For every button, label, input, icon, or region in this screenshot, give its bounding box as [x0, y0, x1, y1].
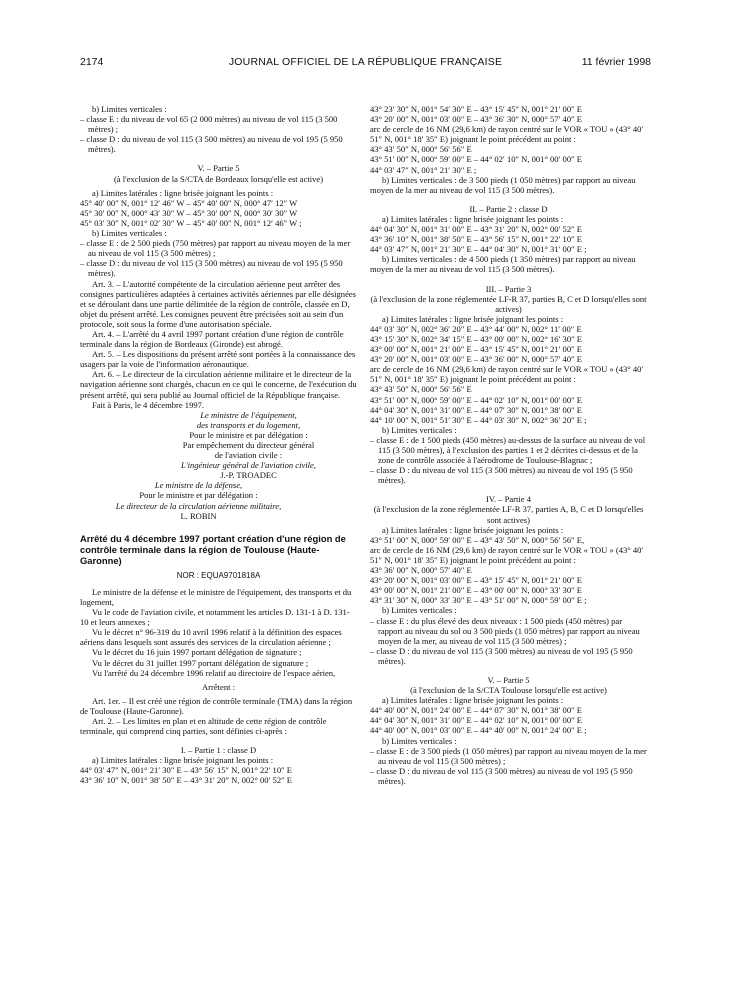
vertical-limits-heading: b) Limites verticales :	[382, 605, 457, 616]
coordinate-line: 43° 43′ 50″ N, 000° 56′ 56″ E	[370, 144, 472, 155]
coordinate-line: 44° 40′ 00″ N, 001° 03′ 00″ E – 44° 40′ 00″ N, 001° 24′ 00″ E ;	[370, 725, 587, 736]
publication-date: 11 février 1998	[581, 56, 651, 68]
article-4: Art. 4. – L'arrêté du 4 avril 1997 portant création d'une région de contrôle terminale dans la région de Bordeaux (Gironde) est abrogé.	[80, 328, 344, 350]
part-4-exclusion: (à l'exclusion de la zone réglementée LF-R 37, parties A, B, C et D lorsqu'elles sont actives)	[373, 504, 644, 525]
preamble: Vu le décret n° 96-319 du 10 avril 1996 relatif à la définition des espaces aériens dans lesquels sont assurés des services de la circulation aérienne ;	[80, 627, 342, 648]
class-d-limit: – classe D : du niveau de vol 115 (3 500 mètres) au niveau de vol 195 (5 950 mètres).	[80, 258, 343, 279]
signature-line: Pour le ministre et par délégation :	[189, 429, 308, 440]
vertical-limits-heading: b) Limites verticales :	[382, 735, 457, 746]
coordinate-line: 43° 43′ 50″ N, 000° 56′ 56″ E	[370, 384, 472, 395]
coordinate-line: 44° 04′ 30″ N, 001° 31′ 00″ E – 44° 02′ 10″ N, 001° 00′ 00″ E	[370, 715, 583, 726]
coordinate-line: 44° 10′ 00″ N, 001° 51′ 30″ E – 44° 03′ 30″ N, 002° 36′ 20″ E ;	[370, 414, 587, 425]
coordinate-line: 44° 03′ 47″ N, 001° 21′ 30″ E – 43° 56′ 15″ N, 001° 22′ 10″ E	[80, 765, 293, 776]
class-d-limit: – classe D : du niveau de vol 115 (3 500 mètres) au niveau de vol 195 (5 950 mètres).	[80, 134, 343, 155]
signature-line: des transports et du logement,	[196, 419, 301, 430]
signature-block-equipment	[140, 410, 357, 481]
coordinate-line: 43° 20′ 00″ N, 001° 03′ 00″ E – 43° 36′ 30″ N, 000° 57′ 40″ E	[370, 114, 583, 125]
arc-description: arc de cercle de 16 NM (29,6 km) de rayon centré sur le VOR « TOU » (43° 40′ 51″ N, 001° 18′ 35″ E) joignant le point précédent au point :	[370, 364, 644, 385]
signatory-name: L. ROBIN	[180, 510, 217, 521]
preamble: Vu le code de l'aviation civile, et notamment les articles D. 131-1 à D. 131-10 et leurs annexes ;	[80, 607, 350, 628]
class-e-limit: – classe E : du niveau de vol 65 (2 000 mètres) au niveau de vol 115 (3 500 mètres) ;	[80, 114, 338, 135]
coordinate-line: 44° 40′ 00″ N, 001° 24′ 00″ E – 44° 07′ 30″ N, 001° 38′ 00″ E	[370, 705, 583, 716]
signature-block-defense	[80, 480, 317, 520]
signature-line: Le directeur de la circulation aérienne militaire,	[115, 500, 282, 511]
coordinate-line: 44° 04′ 30″ N, 001° 31′ 00″ E – 44° 07′ 30″ N, 001° 38′ 00″ E	[370, 404, 583, 415]
part-4-heading: IV. – Partie 4	[486, 494, 531, 505]
coordinate-line: 43° 31′ 30″ N, 000° 33′ 30″ E – 43° 51′ 00″ N, 000° 59′ 00″ E ;	[370, 595, 587, 606]
class-d-limit: – classe D : du niveau de vol 115 (3 500 mètres) au niveau de vol 195 (5 950 mètres).	[370, 765, 633, 786]
coordinate-line: 43° 00′ 00″ N, 001° 21′ 00″ E – 43° 15′ 45″ N, 001° 21′ 00″ E	[370, 344, 583, 355]
signature-line: Par empêchement du directeur général	[182, 440, 315, 450]
signature-line: Pour le ministre et par délégation :	[139, 490, 258, 501]
lateral-limits: a) Limites latérales : ligne brisée joignant les points :	[92, 755, 274, 766]
coordinate-line: 43° 20′ 00″ N, 001° 03′ 00″ E – 43° 36′ 00″ N, 000° 57′ 40″ E	[370, 354, 583, 365]
arretent: Arrêtent :	[202, 681, 235, 692]
coordinate-line: 44° 03′ 47″ N, 001° 21′ 30″ E ;	[370, 164, 477, 175]
lateral-limits: a) Limites latérales : ligne brisée joignant les points :	[382, 524, 564, 535]
class-e-limit: – classe E : de 2 500 pieds (750 mètres) par rapport au niveau moyen de la mer au niveau de vol 115 (3 500 mètres) ;	[80, 238, 351, 259]
coordinate-line: 43° 36′ 10″ N, 001° 38′ 50″ E – 43° 56′ 15″ N, 001° 22′ 10″ E	[370, 234, 583, 245]
decree-title: Arrêté du 4 décembre 1997 portant création d'une région de contrôle terminale dans la région de Toulouse (Haute-Garonne)	[80, 532, 346, 566]
part-3-heading: III. – Partie 3	[485, 283, 532, 294]
page-header	[80, 56, 651, 70]
article-5: Art. 5. – Les dispositions du présent arrêté sont portées à la connaissance des usagers par la voie de l'information aéronautique.	[80, 349, 356, 370]
signature-place-date: Fait à Paris, le 4 décembre 1997.	[92, 399, 205, 410]
part-3-exclusion: (à l'exclusion de la zone réglementée LF-R 37, parties B, C et D lorsqu'elles sont actives)	[370, 293, 647, 314]
left-column	[80, 104, 357, 786]
coordinate-line: 43° 15′ 30″ N, 002° 34′ 15″ E – 43° 00′ 00″ N, 002° 16′ 30″ E	[370, 333, 583, 344]
vertical-limits-heading: b) Limites verticales :	[92, 228, 167, 239]
preamble: Vu le décret du 31 juillet 1997 portant délégation de signature ;	[92, 657, 309, 668]
article-2: Art. 2. – Les limites en plan et en altitude de cette région de contrôle terminale, qui comprend cinq parties, sont définies ci-après :	[80, 715, 327, 737]
coordinate-line: 45° 40′ 00″ N, 001° 12′ 46″ W – 45° 40′ 00″ N, 000° 47′ 12″ W	[80, 197, 298, 208]
class-e-limit: – classe E : du plus élevé des deux niveaux : 1 500 pieds (450 mètres) par rapport au niveau du sol ou 3 500 pieds (1 050 mètres) par rapport au niveau moyen de la mer, au niveau de vol 115 (3 500 mètres) ;	[370, 615, 640, 646]
vertical-limits-heading: b) Limites verticales :	[382, 424, 457, 435]
vertical-limits: b) Limites verticales : de 4 500 pieds (1 350 mètres) par rapport au niveau moyen de la mer au niveau de vol 115 (3 500 mètres).	[370, 254, 636, 275]
article-6: Art. 6. – Le directeur de la circulation aérienne militaire et le directeur de la navigation aérienne sont chargés, chacun en ce qui le concerne, de l'exécution du présent arrêté, qui sera publié au Journal officiel de la République française.	[80, 369, 357, 400]
coordinate-line: 45° 30′ 00″ N, 000° 43′ 30″ W – 45° 30′ 00″ N, 000° 30′ 30″ W	[80, 207, 298, 218]
signature-line: Le ministre de la défense,	[154, 480, 243, 491]
part-5-exclusion: (à l'exclusion de la S/CTA Toulouse lorsqu'elle est active)	[410, 685, 607, 696]
signature-line: L'ingénieur général de l'aviation civile,	[181, 460, 316, 471]
preamble: Vu l'arrêté du 24 décembre 1996 relatif au directoire de l'espace aérien,	[92, 667, 336, 678]
coordinate-line: 45° 03′ 30″ N, 001° 02′ 30″ W – 45° 40′ 00″ N, 001° 12′ 46″ W ;	[80, 217, 302, 228]
part-2-heading: II. – Partie 2 : classe D	[469, 203, 548, 214]
nor-reference: NOR : EQUA9701818A	[176, 570, 261, 580]
part-5-exclusion: (à l'exclusion de la S/CTA de Bordeaux lorsqu'elle est active)	[113, 173, 324, 184]
coordinate-line: 43° 51′ 00″ N, 000° 59′ 00″ E – 44° 02′ 10″ N, 001° 00′ 00″ E	[370, 394, 583, 405]
signature-line: Le ministre de l'équipement,	[200, 409, 297, 420]
coordinate-line: 44° 03′ 30″ N, 002° 36′ 20″ E – 43° 44′ 00″ N, 002° 11′ 00″ E	[370, 323, 582, 334]
signature-line: de l'aviation civile :	[214, 450, 283, 461]
lateral-limits: a) Limites latérales : ligne brisée joignant les points :	[382, 695, 564, 706]
arc-description: arc de cercle de 16 NM (29,6 km) de rayon centré sur le VOR « TOU » (43° 40′ 51″ N, 001° 18′ 35″ E) joignant le point précédent au point :	[370, 544, 644, 565]
part-1-heading: I. – Partie 1 : classe D	[180, 745, 257, 756]
coordinate-line: 44° 04′ 30″ N, 001° 31′ 00″ E – 43° 31′ 20″ N, 002° 00′ 52″ E	[370, 224, 583, 235]
vertical-limits-heading: b) Limites verticales :	[92, 104, 167, 114]
vertical-limits: b) Limites verticales : de 3 500 pieds (1 050 mètres) par rapport au niveau moyen de la mer au niveau de vol 115 (3 500 mètres).	[370, 174, 636, 195]
class-d-limit: – classe D : du niveau de vol 115 (3 500 mètres) au niveau de vol 195 (5 950 mètres).	[370, 645, 633, 666]
coordinate-line: 43° 36′ 00″ N, 000° 57′ 40″ E	[370, 565, 472, 576]
lateral-limits: a) Limites latérales : ligne brisée joignant les points :	[92, 187, 274, 198]
coordinate-line: 43° 00′ 00″ N, 001° 21′ 00″ E – 43° 00′ 00″ N, 000° 33′ 30″ E	[370, 585, 583, 596]
lateral-limits: a) Limites latérales : ligne brisée joignant les points :	[382, 213, 564, 224]
coordinate-line: 43° 20′ 00″ N, 001° 03′ 00″ E – 43° 15′ 45″ N, 001° 21′ 00″ E	[370, 575, 583, 586]
article-1: Art. 1er. – Il est créé une région de contrôle terminale (TMA) dans la région de Toulouse (Haute-Garonne).	[80, 695, 353, 716]
coordinate-line: 43° 36′ 10″ N, 001° 38′ 50″ E – 43° 31′ 20″ N, 002° 00′ 52″ E	[80, 775, 293, 786]
coordinate-line: 43° 51′ 00″ N, 000° 59′ 00″ E – 43° 43′ 50″ N, 000° 56′ 56″ E,	[370, 534, 585, 545]
arc-description: arc de cercle de 16 NM (29,6 km) de rayon centré sur le VOR « TOU » (43° 40′ 51″ N, 001° 18′ 35″ E) joignant le point précédent au point :	[370, 124, 644, 145]
part-5-heading: V. – Partie 5	[487, 674, 530, 685]
class-d-limit: – classe D : du niveau de vol 115 (3 500 mètres) au niveau de vol 195 (5 950 mètres).	[370, 465, 633, 486]
page-number: 2174	[80, 56, 104, 68]
journal-title: JOURNAL OFFICIEL DE LA RÉPUBLIQUE FRANÇAISE	[228, 56, 503, 68]
class-e-limit: – classe E : de 3 500 pieds (1 050 mètres) par rapport au niveau moyen de la mer au niveau de vol 115 (3 500 mètres) ;	[370, 745, 647, 766]
article-3: Art. 3. – L'autorité compétente de la circulation aérienne peut arrêter des consignes particulières adaptées à certaines activités aériennes par elle désignées et se déroulant dans une partie délimitée de la région de contrôle, classée en D, objet du présent arrêté. Les consignes peuvent être précisées soit au sein d'un protocole, soit sous la forme d'une autorisation spéciale.	[80, 278, 356, 329]
part-5-heading: V. – Partie 5	[197, 163, 240, 174]
coordinate-line: 44° 03′ 47″ N, 001° 21′ 30″ E – 44° 04′ 30″ N, 001° 31′ 00″ E ;	[370, 244, 587, 255]
signatory-name: J.-P. TROADEC	[220, 470, 277, 481]
class-e-limit: – classe E : de 1 500 pieds (450 mètres) au-dessus de la surface au niveau de vol 115 (3 500 mètres), à l'exclusion des parties 1 et 2 décrites ci-dessus et de la zone de contrôle associée à l'aérodrome de Toulouse-Blagnac ;	[370, 434, 646, 466]
preamble: Vu le décret du 16 juin 1997 portant délégation de signature ;	[92, 647, 302, 658]
preamble: Le ministre de la défense et le ministre de l'équipement, des transports et du logement,	[80, 586, 352, 607]
lateral-limits: a) Limites latérales : ligne brisée joignant les points :	[382, 313, 564, 324]
right-column	[370, 104, 647, 786]
coordinate-line: 43° 51′ 00″ N, 000° 59′ 00″ E – 44° 02′ 10″ N, 001° 00′ 00″ E	[370, 154, 583, 165]
coordinate-line: 43° 23′ 30″ N, 001° 54′ 30″ E – 43° 15′ 45″ N, 001° 21′ 00″ E	[370, 104, 583, 114]
